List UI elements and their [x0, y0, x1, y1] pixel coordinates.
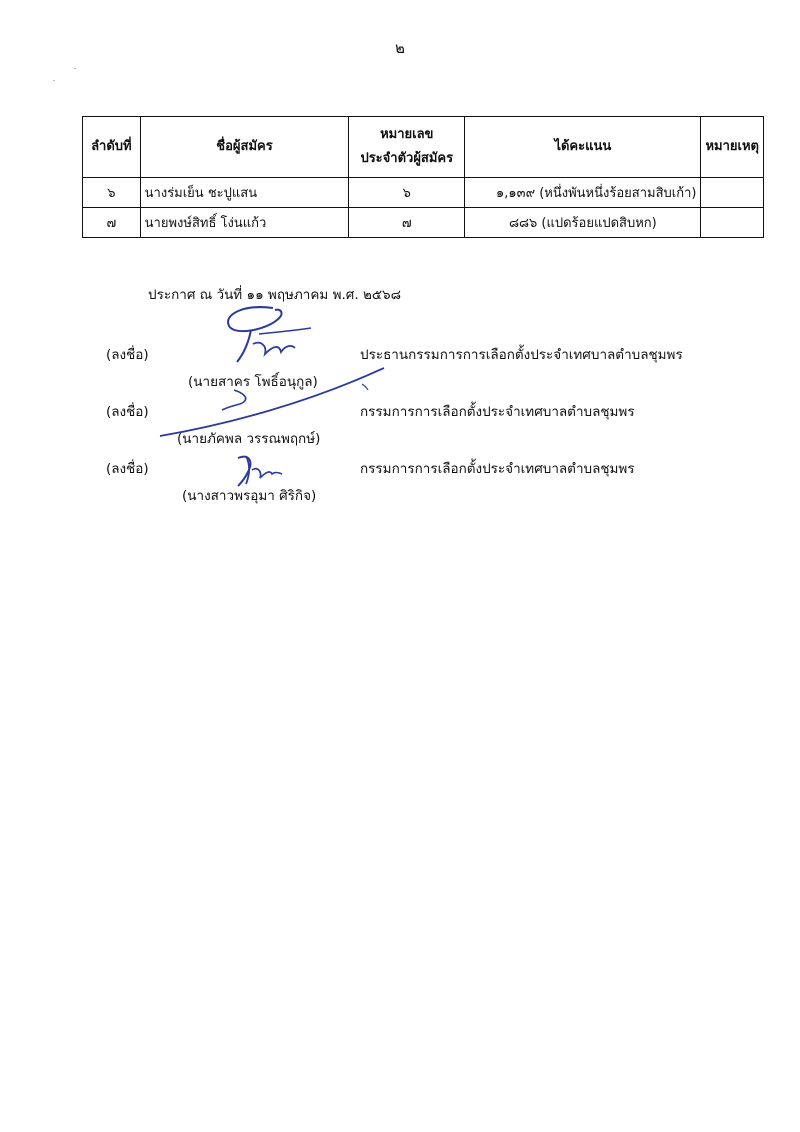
signature-image [228, 450, 298, 490]
cell-number: ๖ [349, 178, 465, 208]
header-number-line1: หมายเลข [380, 127, 434, 142]
results-table [82, 116, 764, 238]
cell-remark [701, 208, 764, 238]
cell-number: ๗ [349, 208, 465, 238]
signatory-role: กรรมการการเลือกตั้งประจำเทศบาลตำบลชุมพร [360, 461, 635, 477]
cell-name: นายพงษ์สิทธิ์ โง่นแก้ว [140, 208, 349, 238]
signatory-name: (นางสาวพรอุมา ศิริกิจ) [182, 488, 317, 504]
page-number: ๒ [395, 39, 405, 57]
scan-speck [53, 80, 55, 81]
header-order: ลำดับที่ [83, 117, 141, 178]
signatory-role: กรรมการการเลือกตั้งประจำเทศบาลตำบลชุมพร [360, 404, 635, 420]
announcement-date: ประกาศ ณ วันที่ ๑๑ พฤษภาคม พ.ศ. ๒๕๖๘ [148, 287, 402, 303]
sign-label: (ลงชื่อ) [106, 461, 149, 477]
signature-image [215, 300, 325, 370]
sign-label: (ลงชื่อ) [106, 404, 149, 420]
cell-remark [701, 178, 764, 208]
signatory-name: (นายสาคร โพธิ์อนุกูล) [188, 374, 318, 390]
table-row [83, 208, 764, 238]
header-number-line2: ประจำตัวผู้สมัคร [360, 151, 454, 166]
sign-label: (ลงชื่อ) [106, 347, 149, 363]
header-name: ชื่อผู้สมัคร [140, 117, 349, 178]
cell-order: ๗ [83, 208, 141, 238]
scan-speck [74, 68, 76, 69]
header-remark: หมายเหตุ [701, 117, 764, 178]
cell-score: ๘๘๖ (แปดร้อยแปดสิบหก) [465, 208, 701, 238]
cell-order: ๖ [83, 178, 141, 208]
cell-score: ๑,๑๓๙ (หนึ่งพันหนึ่งร้อยสามสิบเก้า) [465, 178, 701, 208]
header-number [349, 117, 465, 178]
header-score: ได้คะแนน [465, 117, 701, 178]
table-header-row [83, 117, 764, 178]
signatory-name: (นายภัคพล วรรณพฤกษ์) [177, 431, 321, 447]
signature-image [150, 362, 390, 444]
signatory-role: ประธานกรรมการการเลือกตั้งประจำเทศบาลตำบลชุมพร [360, 347, 683, 363]
table-row [83, 178, 764, 208]
cell-name: นางร่มเย็น ชะปูแสน [140, 178, 349, 208]
